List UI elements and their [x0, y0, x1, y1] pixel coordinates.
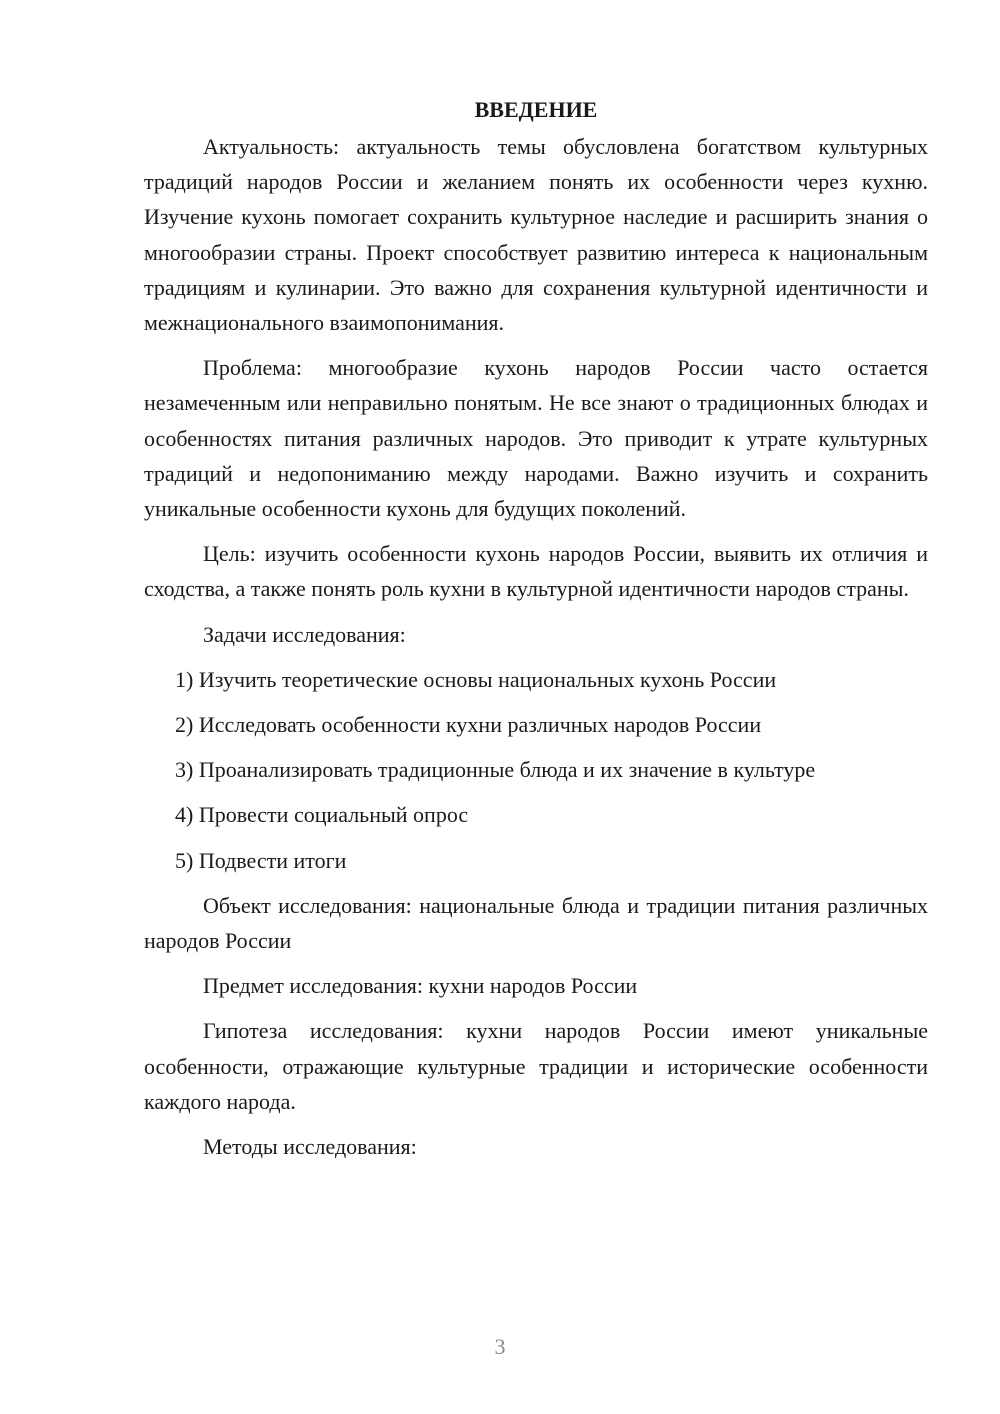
paragraph-object: Объект исследования: национальные блюда и традиции питания различных народов России [144, 892, 928, 954]
paragraph-subject: Предмет исследования: кухни народов России [203, 973, 638, 999]
list-item: 3) Проанализировать традиционные блюда и их значение в культуре [175, 757, 816, 783]
tasks-list [144, 662, 928, 878]
list-item: 5) Подвести итоги [175, 847, 347, 873]
paragraph-problem: Проблема: многообразие кухонь народов России часто остается незамеченным или неправильно понятым. Не все знают о традиционных блюдах и особенностях питания различных народов. Это приводит к утрате культурных традиций и недопониманию между народами. Важно изучить и сохранить уникальные особенности кухонь для будущих поколений. [144, 355, 928, 522]
list-item: 4) Провести социальный опрос [175, 802, 469, 828]
tasks-heading: Задачи исследования: [203, 621, 406, 647]
paragraph-hypothesis: Гипотеза исследования: кухни народов России имеют уникальные особенности, отражающие культурные традиции и исторические особенности каждого народа. [144, 1018, 928, 1114]
page-number: 3 [494, 1334, 506, 1359]
section-heading: ВВЕДЕНИЕ [474, 97, 598, 122]
document-page [144, 92, 928, 1174]
list-item: 2) Исследовать особенности кухни различных народов России [175, 712, 762, 738]
paragraph-goal: Цель: изучить особенности кухонь народов России, выявить их отличия и сходства, а также понять роль кухни в культурной идентичности народов страны. [144, 541, 928, 602]
list-item: 1) Изучить теоретические основы национальных кухонь России [175, 666, 777, 692]
methods-heading: Методы исследования: [203, 1134, 417, 1160]
paragraph-relevance: Актуальность: актуальность темы обусловлена богатством культурных традиций народов России и желанием понять их особенности через кухню. Изучение кухонь помогает сохранить культурное наследие и расширить знания о многообразии страны. Проект способствует развитию интереса к национальным традициям и кулинарии. Это важно для сохранения культурной идентичности и межнационального взаимопонимания. [144, 134, 928, 336]
